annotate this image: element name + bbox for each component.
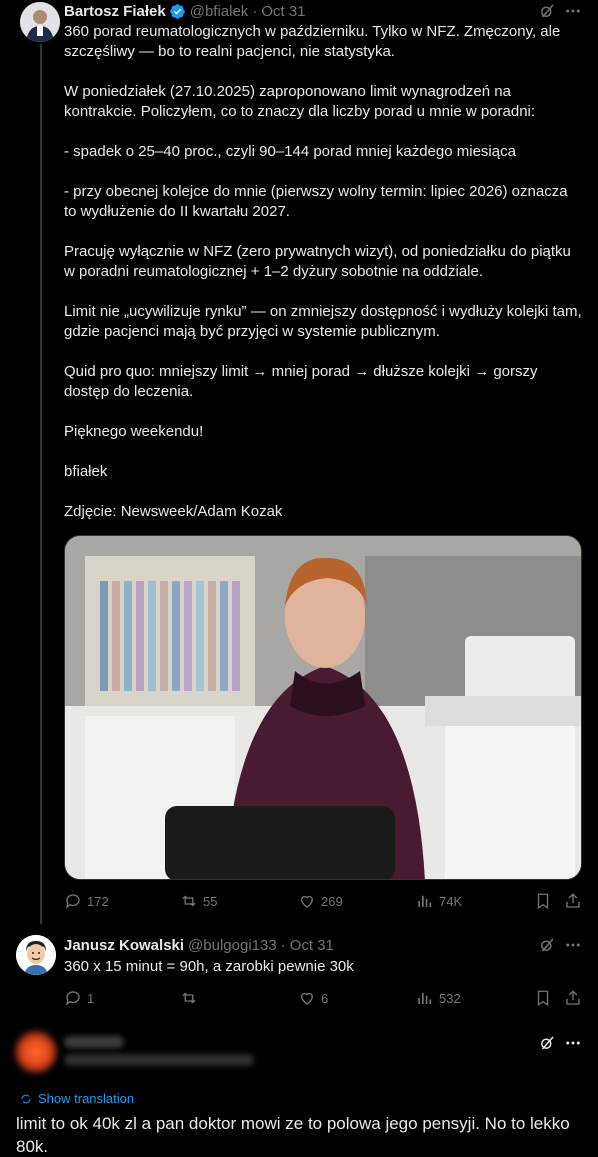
author-name[interactable]: Janusz Kowalski <box>64 936 185 954</box>
grok-icon[interactable] <box>536 0 558 22</box>
grok-icon[interactable] <box>536 934 558 956</box>
like-button[interactable] <box>298 892 343 910</box>
views-button[interactable] <box>416 892 462 910</box>
tweet-photo[interactable] <box>64 535 582 880</box>
repost-button[interactable] <box>180 989 203 1007</box>
translate-label[interactable]: Show translation <box>38 1091 135 1106</box>
reply-icon <box>64 892 82 910</box>
share-icon[interactable] <box>562 987 584 1009</box>
more-icon[interactable] <box>562 0 584 22</box>
views-count: 74K <box>439 893 463 909</box>
separator-dot: · <box>280 936 286 954</box>
tweet-paragraph: Pięknego weekendu! <box>64 423 204 440</box>
avatar-bartosz[interactable] <box>20 2 60 42</box>
like-icon <box>298 989 316 1007</box>
tweet-paragraph: bfiałek <box>64 463 108 480</box>
thread-line <box>40 44 42 924</box>
bookmark-icon[interactable] <box>532 987 554 1009</box>
tweet3-text: limit to ok 40k zl a pan doktor mowi ze to polowa jego pensyji. No to lekko 80k. <box>16 1114 570 1156</box>
reply-button[interactable] <box>64 892 109 910</box>
repost-icon <box>180 989 198 1007</box>
like-button[interactable] <box>298 989 328 1007</box>
views-icon <box>416 892 434 910</box>
tweet1-text <box>64 22 584 542</box>
tweet-paragraph: W poniedziałek (27.10.2025) zaproponowano limit wynagrodzeń na kontrakcie. Policzyłem, co to znaczy dla liczby porad u mnie w poradni: <box>64 83 536 120</box>
grok-icon[interactable] <box>536 1032 558 1054</box>
views-icon <box>416 989 434 1007</box>
verified-badge-icon <box>169 3 186 20</box>
tweet-paragraph: Pracuję wyłącznie w NFZ (zero prywatnych wizyt), od poniedziałku do piątku w poradni reumatologicznej + 1–2 dyżury sobotnie na oddziale. <box>64 243 576 280</box>
author-handle[interactable]: @bfialek <box>189 2 249 20</box>
translate-icon <box>20 1093 32 1105</box>
tweet1-header <box>64 1 306 21</box>
author-handle[interactable]: @bulgogi133 <box>188 936 277 954</box>
repost-count: 55 <box>203 893 218 909</box>
reply-count: 172 <box>87 893 109 909</box>
blurred-author-handle <box>64 1054 254 1066</box>
share-icon[interactable] <box>562 890 584 912</box>
bookmark-icon[interactable] <box>532 890 554 912</box>
tweet-paragraph: 360 porad reumatologicznych w październiku. Tylko w NFZ. Zmęczony, ale szczęśliwy — bo to realni pacjenci, nie statystyka. <box>64 23 565 60</box>
tweet-paragraph: Zdjęcie: Newsweek/Adam Kozak <box>64 503 283 520</box>
repost-button[interactable] <box>180 892 217 910</box>
like-count: 269 <box>321 893 343 909</box>
reply-icon <box>64 989 82 1007</box>
avatar-janusz[interactable] <box>16 935 56 975</box>
tweet2-text: 360 x 15 minut = 90h, a zarobki pewnie 30k <box>64 958 354 975</box>
more-icon[interactable] <box>562 934 584 956</box>
blurred-author-name <box>64 1036 124 1048</box>
tweet-paragraph: - spadek o 25–40 proc., czyli 90–144 porad mniej każdego miesiąca <box>64 143 516 160</box>
views-count: 532 <box>439 990 461 1006</box>
blurred-avatar[interactable] <box>14 1030 58 1074</box>
like-icon <box>298 892 316 910</box>
reply-count: 1 <box>87 990 95 1006</box>
views-button[interactable] <box>416 989 461 1007</box>
tweet-paragraph: Quid pro quo: mniejszy limit → mniej porad → dłuższe kolejki → gorszy dostęp do leczenia. <box>64 363 542 400</box>
repost-icon <box>180 892 198 910</box>
reply-button[interactable] <box>64 989 94 1007</box>
author-name[interactable]: Bartosz Fiałek <box>64 2 166 20</box>
tweet-paragraph: - przy obecnej kolejce do mnie (pierwszy wolny termin: lipiec 2026) oznacza to wydłużenie do II kwartału 2027. <box>64 183 572 220</box>
tweet-date[interactable]: Oct 31 <box>261 2 306 20</box>
translate-link[interactable] <box>20 1091 134 1106</box>
more-icon[interactable] <box>562 1032 584 1054</box>
like-count: 6 <box>321 990 329 1006</box>
tweet-paragraph: Limit nie „ucywilizuje rynku” — on zmniejszy dostępność i wydłuży kolejki tam, gdzie pacjenci mają być przyjęci w systemie publicznym. <box>64 303 586 340</box>
tweet-date[interactable]: Oct 31 <box>289 936 334 954</box>
separator-dot: · <box>252 2 258 20</box>
tweet2-header <box>64 935 334 955</box>
